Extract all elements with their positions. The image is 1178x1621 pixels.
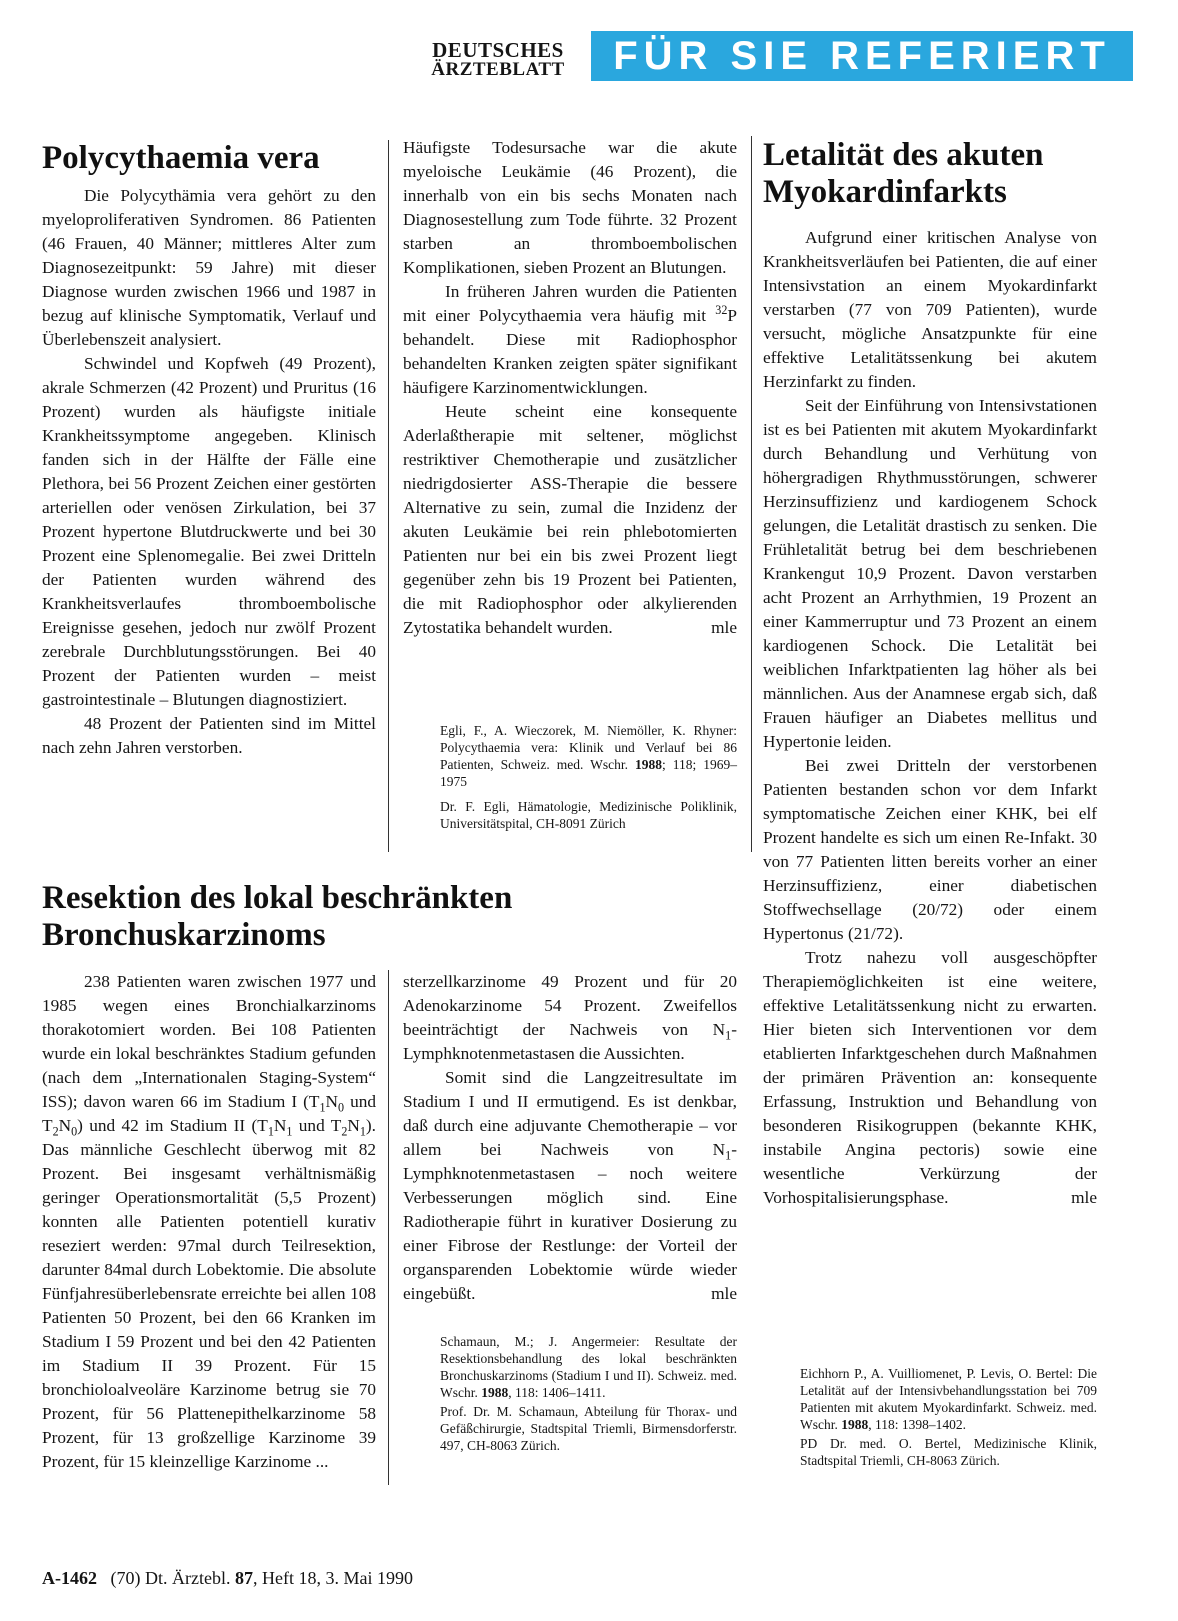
citation-text: , 118: 1398–1402. — [868, 1417, 966, 1432]
article3-column — [763, 226, 1097, 1210]
page-footer — [42, 1568, 413, 1589]
text-run: P behandelt. Diese mit Radiophosphor behandelten Kranken zeigten später signifikant häufigere Karzinomentwicklungen. — [403, 306, 737, 397]
text-run: N — [58, 1116, 72, 1135]
paragraph — [403, 400, 737, 640]
subscript: 1 — [359, 1124, 366, 1139]
page-code: A-1462 — [42, 1568, 97, 1588]
text-run: N — [325, 1092, 338, 1111]
logo-line-1: DEUTSCHES — [432, 38, 564, 62]
title-line: Letalität des akuten — [763, 137, 1044, 173]
text-run: N — [347, 1116, 360, 1135]
citation — [440, 1333, 737, 1401]
paragraph: Aufgrund einer kritischen Analyse von Krankheitsverläufen bei Patienten, die auf einer Intensivstation an einem Myokardinfarkt verstarben (77 von 709 Patienten), wurde versucht, mögliche Ansatzpunkte für eine effektive Letalitätssenkung bei akutem Herzinfarkt zu finden. — [763, 228, 1097, 391]
author-signature: mle — [711, 1284, 737, 1303]
text-run: und T — [292, 1116, 342, 1135]
text-run: N — [273, 1116, 287, 1135]
author-address: PD Dr. med. O. Bertel, Medizinische Klinik, Stadtspital Triemli, CH-8063 Zürich. — [800, 1436, 1097, 1468]
paragraph — [403, 1066, 737, 1306]
text-run: ). Das männliche Geschlecht überwog mit 82 Prozent. Bei insgesamt verhältnismäßig geringer Operationsmortalität (5,5 Prozent) konnten alle Patienten potentiell kurativ reseziert werden: 97mal durch Teilresektion, darunter 84mal durch Lobektomie. Die absolute Fünfjahresüberlebensrate erreichte bei allen 108 Patienten 50 Prozent, bei den 66 Kranken im Stadium I 59 Prozent und bei den 42 Patienten im Stadium II 39 Prozent. Für 15 bronchioloalveoläre Karzinome betrug sie 70 Prozent, für 56 Plattenepithelkarzinome 58 Prozent, für 13 großzellige Karzinome 39 Prozent, für 15 kleinzellige Karzinome ... — [42, 1116, 376, 1471]
column-divider — [388, 970, 389, 1485]
text-run: Trotz nahezu voll ausgeschöpfter Therapiemöglichkeiten ist eine weitere, effektive Letalitätssenkung nicht zu erwarten. Hier bieten sich Interventionen vor dem etablierten Infarktgeschehen durch Maßnahmen der primären Prävention an: konsequente Erfassung, Instruktion und Behandlung von besonderen Risikogruppen (bekannte KHK, instabile Angina pectoris) sowie eine wesentliche Verkürzung der Vorhospitalisierungsphase. — [763, 948, 1097, 1207]
subscript: 0 — [337, 1100, 345, 1115]
text-run: sterzellkarzinome 49 Prozent und für 20 Adenokarzinome 54 Prozent. Zweifellos beeinträchtigt der Nachweis von N — [403, 972, 737, 1039]
paragraph: Bei zwei Dritteln der verstorbenen Patienten bestanden schon vor dem Infarkt symptomatische Zeichen einer KHK, bei elf Prozent handelte es sich um einen Re-Infakt. 30 von 77 Patienten litten bereits vorher an einer Herzinsuffizienz, einer diabetischen Stoffwechsellage (20/72) oder einem Hypertonus (21/72). — [763, 756, 1097, 943]
author-address: Dr. F. Egli, Hämatologie, Medizinische Poliklinik, Universitätspital, CH-8091 Zürich — [440, 799, 737, 831]
subscript: 1 — [725, 1028, 732, 1043]
journal-logo — [415, 40, 581, 80]
paragraph: Häufigste Todesursache war die akute myeloische Leukämie (46 Prozent), die innerhalb von ein bis sechs Monaten nach Diagnosestellung zum Tode führte. 32 Prozent starben an thromboembolischen Komplikationen, sieben Prozent an Blutungen. — [403, 138, 737, 277]
title-line: Bronchuskarzinoms — [42, 916, 326, 953]
paragraph: 48 Prozent der Patienten sind im Mittel nach zehn Jahren verstorben. — [42, 714, 376, 757]
paragraph — [42, 970, 376, 1474]
citation — [800, 1365, 1097, 1433]
text-run: -Lymphknotenmetastasen – noch weitere Verbesserungen möglich sind. Eine Radiotherapie führt in kurativer Dosierung zu einer Fibrose der Restlunge: der Vorteil der organsparenden Lobektomie würde wieder eingebüßt. — [403, 1140, 737, 1303]
article2-column-1 — [42, 970, 376, 1490]
citation-text: Egli, F., A. Wieczorek, M. Niemöller, K. Rhyner: Polycythaemia vera: Klinik und Verlauf bei 86 Patienten, Schweiz. med. Wschr. — [440, 723, 737, 772]
article2-reference — [440, 1333, 737, 1462]
column-divider — [388, 140, 389, 852]
citation-text: Schamaun, M.; J. Angermeier: Resultate der Resektionsbehandlung des lokal beschränkten Bronchuskarzinoms (Stadium I und II). Schweiz. med. Wschr. — [440, 1334, 737, 1400]
title-line: Resektion des lokal beschränkten — [42, 880, 513, 916]
subscript: 1 — [267, 1124, 274, 1139]
article-title-bronchuskarzinom — [42, 880, 742, 954]
author-signature: mle — [711, 618, 737, 637]
citation-text: ; 118; 1969–1975 — [440, 757, 737, 789]
text-run: ) und 42 im Stadium II (T — [77, 1116, 268, 1135]
article-title-polycythaemia: Polycythaemia vera — [42, 140, 320, 176]
subscript: 2 — [52, 1124, 59, 1139]
subscript: 1 — [319, 1100, 326, 1115]
article1-column-2 — [403, 136, 737, 640]
paragraph: Seit der Einführung von Intensivstationen ist es bei Patienten mit akutem Myokardinfarkt durch Behandlung und Verhütung von höhergradigen Rhythmusstörungen, schwerer Herzinsuffizienz und kardiogenem Schock gelungen, die Letalität drastisch zu senken. Die Frühletalität betrug bei dem beschriebenen Krankengut 10,9 Prozent. Davon verstarben acht Prozent an Arrhythmien, 19 Prozent an einer Kammerruptur und 73 Prozent an einem kardiogenen Schock. Die Letalität bei weiblichen Infarktpatienten lag höher als bei männlichen. Aus der Anamnese ergab sich, daß Frauen häufiger an Diabetes mellitus und Hypertonie leiden. — [763, 396, 1097, 751]
text-run: -Lymphknotenmetastasen die Aussichten. — [403, 1020, 737, 1063]
subscript: 0 — [71, 1124, 78, 1139]
text-run: Heute scheint eine konsequente Aderlaßtherapie mit seltener, möglichst restriktiver Chemotherapie und zusätzlicher niedrigdosierter ASS-Therapie die bessere Alternative zu sein, zumal die Inzidenz der akuten Leukämie bei rein phlebotomierten Patienten nur bei ein bis zwei Prozent liegt gegenüber zehn bis 19 Prozent bei Patienten, die mit Radiophosphor oder alkylierenden Zytostatika behandelt wurden. — [403, 402, 737, 637]
issue-info: , Heft 18, 3. Mai 1990 — [252, 1568, 413, 1588]
paragraph: Schwindel und Kopfweh (49 Prozent), akrale Schmerzen (42 Prozent) und Pruritus (16 Prozent) wurden als häufigste initiale Krankheitssymptome angegeben. Klinisch fanden sich in der Hälfte der Fälle eine Plethora, bei 56 Prozent Zeichen einer gestörten arteriellen oder venösen Zirkulation, bei 37 Prozent hypertone Blutdruckwerte und bei 30 Prozent eine Splenomegalie. Bei zwei Dritteln der Patienten wurden während des Krankheitsverlaufes thromboembolische Ereignisse gesehen, jedoch nur zwölf Prozent zerebrale Durchblutungsstörungen. Bei 40 Prozent der Patienten wurden – meist gastrointestinale – Blutungen diagnostiziert. — [42, 354, 376, 709]
logo-line-2: ÄRZTEBLATT — [431, 59, 565, 80]
journal-abbrev: Dt. Ärztebl. — [145, 1568, 231, 1588]
title-line: Myokardinfarkts — [763, 173, 1007, 210]
citation-text: , 118: 1406–1411. — [508, 1385, 606, 1400]
paragraph — [403, 970, 737, 1066]
subscript: 2 — [341, 1124, 348, 1139]
column-divider — [751, 136, 752, 852]
citation-year: 1988 — [841, 1417, 869, 1432]
citation-year: 1988 — [481, 1385, 509, 1400]
text-run: In früheren Jahren wurden die Patienten mit einer Polycythaemia vera häufig mit — [403, 282, 737, 325]
article1-column-1 — [42, 184, 376, 760]
section-banner: FÜR SIE REFERIERT — [591, 31, 1133, 81]
citation-text: Eichhorn P., A. Vuilliomenet, P. Levis, O. Bertel: Die Letalität auf der Intensivbehandlungsstation bei 709 Patienten mit akutem Myokardinfarkt. Schweiz. med. Wschr. — [800, 1366, 1097, 1432]
author-signature: mle — [1071, 1188, 1097, 1207]
citation-year: 1988 — [634, 757, 662, 772]
page-number: (70) — [110, 1568, 141, 1588]
article1-reference — [440, 722, 737, 840]
isotope-superscript: 32 — [715, 303, 728, 318]
text-run: und T — [42, 1092, 376, 1135]
subscript: 1 — [286, 1124, 293, 1139]
paragraph — [763, 946, 1097, 1210]
subscript: 1 — [725, 1148, 732, 1163]
paragraph — [403, 280, 737, 400]
paragraph: Die Polycythämia vera gehört zu den myeloproliferativen Syndromen. 86 Patienten (46 Frauen, 40 Männer; mittleres Alter zum Diagnosezeitpunkt: 59 Jahre) mit dieser Diagnose wurden zwischen 1966 und 1987 in bezug auf klinische Symptomatik, Verlauf und Überlebenszeit analysiert. — [42, 186, 376, 349]
volume-number: 87 — [234, 1568, 253, 1588]
article-title-myokardinfarkt — [763, 137, 1133, 211]
citation — [440, 722, 737, 790]
article2-column-2 — [403, 970, 737, 1306]
text-run: 238 Patienten waren zwischen 1977 und 1985 wegen eines Bronchialkarzinoms thorakotomiert worden. Bei 108 Patienten wurde ein lokal beschränktes Stadium gefunden (nach dem „Internationalen Staging-System“ ISS); davon waren 66 im Stadium I (T — [42, 972, 376, 1111]
author-address: Prof. Dr. M. Schamaun, Abteilung für Thorax- und Gefäßchirurgie, Stadtspital Triemli, Birmensdorferstr. 497, CH-8063 Zürich. — [440, 1404, 737, 1453]
text-run: Somit sind die Langzeitresultate im Stadium I und II ermutigend. Es ist denkbar, daß durch eine adjuvante Chemotherapie – vor allem bei Nachweis von N — [403, 1068, 737, 1159]
article3-reference — [800, 1365, 1097, 1477]
